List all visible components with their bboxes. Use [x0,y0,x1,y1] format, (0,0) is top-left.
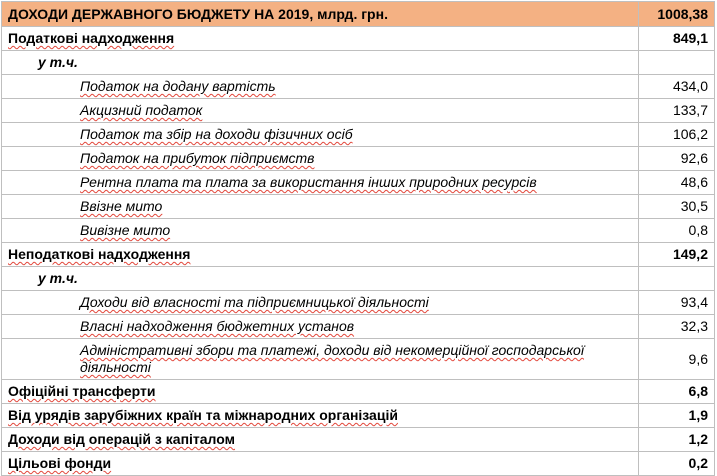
table-row [2,428,715,452]
tax-revenue-value: 849,1 [639,27,715,51]
row-label: Акцизний податок [2,99,639,123]
nontax-revenue-value: 149,2 [639,243,715,267]
row-label: Податок на прибуток підприємств [2,147,639,171]
table-row [2,171,715,195]
row-value: 1,2 [639,428,715,452]
table-row [2,380,715,404]
row-value: 6,8 [639,380,715,404]
row-value: 32,3 [639,315,715,339]
row-value: 0,2 [639,452,715,476]
row-value: 434,0 [639,75,715,99]
row-label: Доходи від операцій з капіталом [2,428,639,452]
row-value: 0,8 [639,219,715,243]
nontax-including-label: у т.ч. [2,267,639,291]
nontax-revenue-label: Неподаткові надходження [2,243,639,267]
row-label: Власні надходження бюджетних установ [2,315,639,339]
row-label: Доходи від власності та підприємницької діяльності [2,291,639,315]
row-value: 48,6 [639,171,715,195]
table-row [2,267,715,291]
table-row [2,243,715,267]
row-label: Офіційні трансферти [2,380,639,404]
tax-revenue-label: Податкові надходження [2,27,639,51]
row-value: 106,2 [639,123,715,147]
total-value: 1008,38 [639,2,715,27]
table-row [2,51,715,75]
row-label: Від урядів зарубіжних країн та міжнародних організацій [2,404,639,428]
table-row [2,291,715,315]
table-row [2,75,715,99]
budget-revenue-table [1,1,715,476]
row-value: 93,4 [639,291,715,315]
row-value: 30,5 [639,195,715,219]
row-label: Ввізне мито [2,195,639,219]
row-value: 133,7 [639,99,715,123]
table-row [2,27,715,51]
table-header-row [2,2,715,27]
table-row [2,99,715,123]
table-row [2,315,715,339]
table-row [2,339,715,380]
table-title: ДОХОДИ ДЕРЖАВНОГО БЮДЖЕТУ НА 2019, млрд. грн. [2,2,639,27]
table-row [2,147,715,171]
table-row [2,195,715,219]
table-row [2,219,715,243]
row-label: Податок на додану вартість [2,75,639,99]
row-value: 92,6 [639,147,715,171]
row-value: 9,6 [639,339,715,380]
row-label: Рентна плата та плата за використання інших природних ресурсів [2,171,639,195]
table-row [2,404,715,428]
row-label: Вивізне мито [2,219,639,243]
row-label: Цільові фонди [2,452,639,476]
tax-including-label: у т.ч. [2,51,639,75]
table-row [2,123,715,147]
row-label: Податок та збір на доходи фізичних осіб [2,123,639,147]
row-value: 1,9 [639,404,715,428]
row-label: Адміністративні збори та платежі, доходи від некомерційної господарської діяльності [2,339,639,380]
